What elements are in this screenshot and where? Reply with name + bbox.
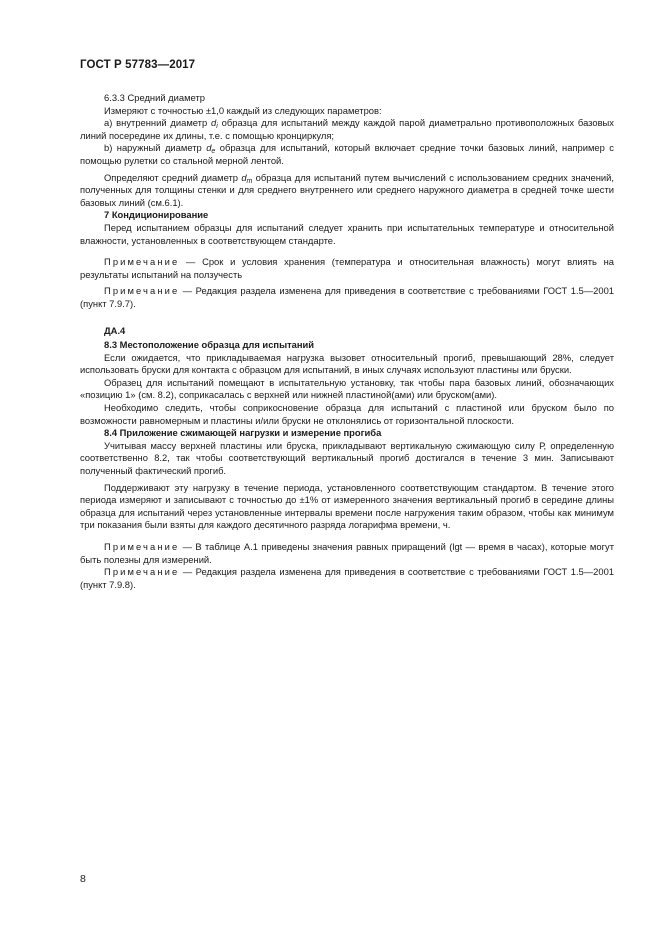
section-title-7: 7 Кондиционирование <box>104 209 209 221</box>
document-body <box>80 92 614 591</box>
note-1: Примечание — Срок и условия хранения (температура и относительная влажность) могут влиять на результаты испытаний на ползучесть <box>80 256 614 280</box>
section-title-8-4: 8.4 Приложение сжимающей нагрузки и измерение прогиба <box>104 427 382 439</box>
annex-title-da4: ДА.4 <box>104 324 126 336</box>
list-item-a: а) внутренний диаметр $d_i$ образца для испытаний между каждой парой диаметрально противоположных базовых линий посередине их длины, т.е. с помощью кронциркуля; <box>80 117 614 141</box>
paragraph-8-3-2: Образец для испытаний помещают в испытательную установку, так чтобы пара базовых линий, обозначающих «позицию 1» (см. 8.2), соприкасалась с верхней или нижней пластиной(ами) или бруском(ами). <box>80 376 614 401</box>
note-4: Примечание — Редакция раздела изменена для приведения в соответствие с требованиями ГОСТ 1.5—2001 (пункт 7.9.8). <box>80 566 614 590</box>
section-title-8-3: 8.3 Местоположение образца для испытаний <box>104 339 315 351</box>
paragraph-8-3-3: Необходимо следить, чтобы соприкосновение образца для испытаний с пластиной или бруском было по возможности равномерным и пластины и/или бруски не отклонялись от горизонтальной плоскости. <box>80 402 614 426</box>
paragraph-conditioning: Перед испытанием образцы для испытаний следует хранить при испытательных температуре и относительной влажности, установленных в соответствующем стандарте. <box>80 221 614 246</box>
paragraph-8-4-1: Учитывая массу верхней пластины или бруска, прикладывают вертикальную сжимающую силу Р, определенную соответственно 8.2, так чтобы соответствующий вертикальный прогиб достигался в течение 3 мин. Записывают полученный фактический прогиб. <box>80 439 614 477</box>
paragraph-mean-diameter: Определяют средний диаметр $d_m$ образца для испытаний путем вычислений с использованием средних значений, полученных для толщины стенки и для среднего внутреннего или среднего наружного диаметра в средней точке шести базовых линий (см.6.1). <box>80 171 615 208</box>
note-3: Примечание — В таблице А.1 приведены значения равных приращений (lgt — время в часах), которые могут быть полезны для измерений. <box>80 541 614 565</box>
page-number: 8 <box>80 873 86 885</box>
paragraph-8-4-2: Поддерживают эту нагрузку в течение периода, установленного соответствующим стандартом. В течение этого периода измеряют и записывают с точностью до ±1% от измеренного значения вертикальный прогиб в середине длины образца для испытаний через установленные интервалы времени после нагружения таким образом, чтобы как минимум три показания были взяты для каждого десятичного разряда логарифма времени, ч. <box>80 481 614 531</box>
list-item-b: b) наружный диаметр $d_e$ образца для испытаний, который включает средние точки базовых линий, например с помощью рулетки со стальной мерной лентой. <box>80 142 614 166</box>
document-code-header: ГОСТ Р 57783—2017 <box>80 59 196 71</box>
paragraph-intro: Измеряют с точностью ±1,0 каждый из следующих параметров: <box>104 104 382 116</box>
subsection-title-6-3-3: 6.3.3 Средний диаметр <box>104 92 205 103</box>
note-2: Примечание — Редакция раздела изменена для приведения в соответствие с требованиями ГОСТ 1.5—2001 (пункт 7.9.7). <box>80 285 614 309</box>
paragraph-8-3-1: Если ожидается, что прикладываемая нагрузка вызовет относительный прогиб, превышающий 28%, следует использовать бруски для контакта с образцом для испытаний, в иных случаях используют пластины или бруски. <box>80 351 614 376</box>
